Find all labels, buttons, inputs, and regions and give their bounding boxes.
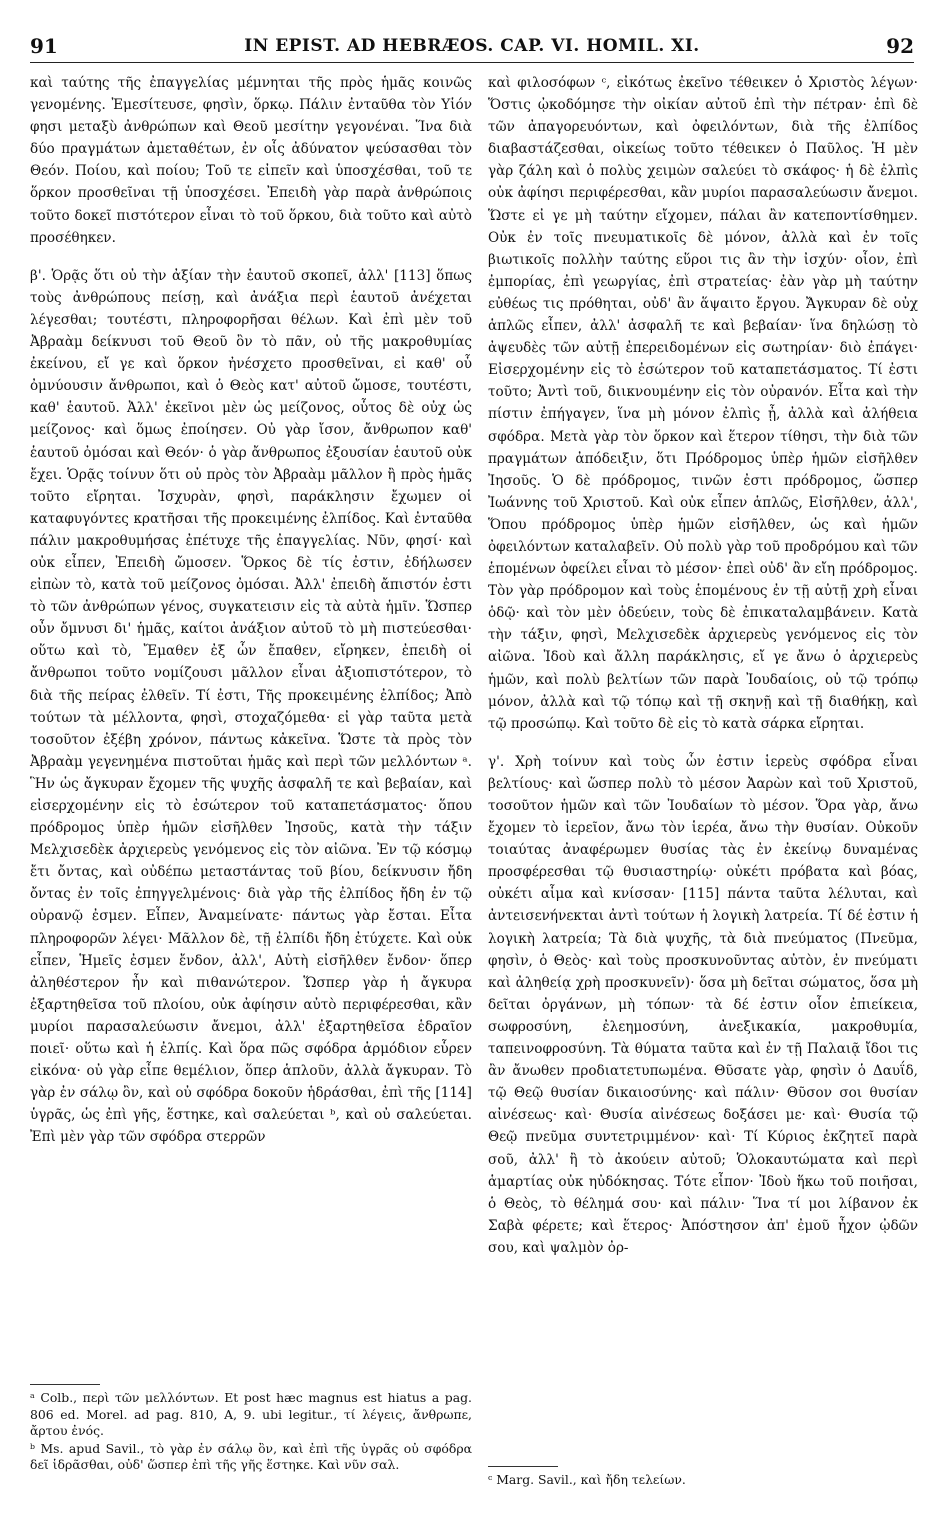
footnotes-right (488, 1472, 918, 1489)
right-paragraph-1: καὶ φιλοσόφων ᶜ, εἰκότως ἐκεῖνο τέθεικεν ὁ Χριστὸς λέγων· Ὅστις ᾠκοδόμησε τὴν οἰκίαν αὐτοῦ ἐπὶ τὴν πέτραν· ἐπὶ δὲ τῶν ἀπαγορευόντων, καὶ ὀφειλόντων, διὰ τῆς ἐλπίδος διαβαστάζεσθαι, οἰκείως τοῦτο τέθεικεν ὁ Παῦλος. Ἡ μὲν γὰρ ζάλη καὶ ὁ πολὺς χειμὼν σαλεύει τὸ σκάφος· ἡ δὲ ἐλπὶς οὐκ ἀφίησι περιφέρεσθαι, κἂν μυρίοι παρασαλεύωσιν ἄνεμοι. Ὥστε εἰ γε μὴ ταύτην εἴχομεν, πάλαι ἂν κατεποντίσθημεν. Οὐκ ἐν τοῖς πνευματικοῖς δὲ μόνον, ἀλλὰ καὶ ἐν τοῖς βιωτικοῖς πολλὴν ταύτης εὕροι τις ἂν τὴν ἰσχύν· οἷον, ἐπὶ ἐμπορίας, ἐπὶ γεωργίας, ἐπὶ στρατείας· ἐὰν γὰρ μὴ ταύτην εὐθέως τις πρόθηται, οὐδ' ἂν ἅψαιτο ἔργου. Ἄγκυραν δὲ οὐχ ἁπλῶς εἶπεν, ἀλλ' ἀσφαλῆ τε καὶ βεβαίαν· ἵνα δηλώσῃ τὸ ἀψευδὲς τῶν αὐτῇ ἐπερειδομένων εἰς σωτηρίαν· διὸ ἐπάγει· Εἰσερχομένην εἰς τὸ ἐσώτερον τοῦ καταπετάσματος. Τί ἐστι τοῦτο; Ἀντὶ τοῦ, διικνουμένην εἰς τὸν οὐρανόν. Εἶτα καὶ τὴν πίστιν ἐπήγαγεν, ἵνα μὴ μόνον ἐλπὶς ᾖ, ἀλλὰ καὶ ἀλήθεια σφόδρα. Μετὰ γὰρ τὸν ὅρκον καὶ ἕτερον τίθησι, τὴν διὰ τῶν πραγμάτων ἀπόδειξιν, ὅτι Πρόδρομος ὑπὲρ ἡμῶν εἰσῆλθεν Ἰησοῦς. Ὁ δὲ πρόδρομος, τινῶν ἐστι πρόδρομος, ὥσπερ Ἰωάννης τοῦ Χριστοῦ. Καὶ οὐκ εἶπεν ἁπλῶς, Εἰσῆλθεν, ἀλλ', Ὅπου πρόδρομος ὑπὲρ ἡμῶν εἰσῆλθεν, ὡς καὶ ἡμῶν ὀφειλόντων καταλαβεῖν. Οὐ πολὺ γὰρ τοῦ προδρόμου καὶ τῶν ἑπομένων ὀφείλει εἶναι τὸ μέσον· ἐπεὶ οὐδ' ἂν εἴη πρόδρομος. Τὸν γὰρ πρόδρομον καὶ τοὺς ἑπομένους ἐν τῇ αὐτῇ χρὴ εἶναι ὁδῷ· καὶ τὸν μὲν ὁδεύειν, τοὺς δὲ ἐπικαταλαμβάνειν. Κατὰ τὴν τάξιν, φησὶ, Μελχισεδὲκ ἀρχιερεὺς γενόμενος εἰς τὸν αἰῶνα. Ἰδοὺ καὶ ἄλλη παράκλησις, εἴ γε ἄνω ὁ ἀρχιερεὺς ἡμῶν, καὶ πολὺ βελτίων τῶν παρὰ Ἰουδαίοις, οὐ τῷ τρόπῳ μόνον, ἀλλὰ καὶ τῷ τόπῳ καὶ τῇ σκηνῇ καὶ τῇ διαθήκῃ, καὶ τῷ προσώπῳ. Καὶ τοῦτο δὲ εἰς τὸ κατὰ σάρκα εἴρηται. (488, 75, 918, 732)
footnote-a: ᵃ Colb., περὶ τῶν μελλόντων. Et post hæc magnus est hiatus a pag. 806 ed. Morel. ad pag. 810, A, 9. ubi legitur., τί λέγεις, ἄνθρωπε, ἄρτου ἐνός. (30, 1390, 472, 1438)
footnote-rule-right (488, 1466, 558, 1467)
left-paragraph-1: καὶ ταύτης τῆς ἐπαγγελίας μέμνηται τῆς πρὸς ἡμᾶς κοινῶς γενομένης. Ἐμεσίτευσε, φησὶν, ὅρκῳ. Πάλιν ἐνταῦθα τὸν Υἱόν φησι μεταξὺ ἀνθρώπων καὶ Θεοῦ μεσίτην γεγονέναι. Ἵνα διὰ δύο πραγμάτων ἀμεταθέτων, ἐν οἷς ἀδύνατον ψεύσασθαι τὸν Θεόν. Ποίου, καὶ ποίου; Τοῦ τε εἰπεῖν καὶ ὑποσχέσθαι, τοῦ τε ὅρκον προσθεῖναι τῇ ὑποσχέσει. Ἐπειδὴ γὰρ παρὰ ἀνθρώποις τοῦτο δοκεῖ πιστότερον εἶναι τὸ τοῦ ὅρκου, διὰ τοῦτο καὶ αὐτὸ προσέθηκεν. (30, 75, 472, 246)
right-column (488, 72, 918, 1259)
left-paragraph-2: β'. Ὁρᾷς ὅτι οὐ τὴν ἀξίαν τὴν ἑαυτοῦ σκοπεῖ, ἀλλ' [113] ὅπως τοὺς ἀνθρώπους πείσῃ, καὶ ἀνάξια περὶ ἑαυτοῦ ἀνέχεται λέγεσθαι; τουτέστι, πληροφορῆσαι θέλων. Καὶ ἐπὶ μὲν τοῦ Ἀβραὰμ δείκνυσι τοῦ Θεοῦ ὂν τὸ πᾶν, οὐ τῆς μακροθυμίας ἐκείνου, εἴ γε καὶ ὅρκον ἠνέσχετο προσθεῖναι, εἰ καθ' οὗ ὀμνύουσιν ἄνθρωποι, καὶ ὁ Θεὸς κατ' αὐτοῦ ὤμοσε, τουτέστι, καθ' ἑαυτοῦ. Ἀλλ' ἐκεῖνοι μὲν ὡς μείζονος, οὗτος δὲ οὐχ ὡς μείζονος· καὶ ὅμως ἐποίησεν. Οὐ γὰρ ἴσον, ἄνθρωπον καθ' ἑαυτοῦ ὀμόσαι καὶ Θεόν· ὁ γὰρ ἄνθρωπος ἐξουσίαν ἑαυτοῦ οὐκ ἔχει. Ὁρᾷς τοίνυν ὅτι οὐ πρὸς τὸν Ἀβραὰμ μᾶλλον ἢ πρὸς ἡμᾶς τοῦτο εἴρηται. Ἰσχυρὰν, φησὶ, παράκλησιν ἔχωμεν οἱ καταφυγόντες κρατῆσαι τῆς προκειμένης ἐλπίδος. Καὶ ἐνταῦθα πάλιν μακροθυμήσας ἐπέτυχε τῆς ἐπαγγελίας. Νῦν, φησί· καὶ οὐκ εἶπεν, Ἐπειδὴ ὤμοσεν. Ὅρκος δὲ τίς ἐστιν, ἐδήλωσεν εἰπὼν τὸ, κατὰ τοῦ μείζονος ὀμόσαι. Ἀλλ' ἐπειδὴ ἄπιστόν ἐστι τὸ τῶν ἀνθρώπων γένος, συγκατεισιν εἰς τὰ αὐτὰ ἡμῖν. Ὥσπερ οὖν ὄμνυσι δι' ἡμᾶς, καίτοι ἀνάξιον αὐτοῦ τὸ μὴ πιστεύεσθαι· οὕτω καὶ τὸ, Ἔμαθεν ἐξ ὧν ἔπαθεν, εἴρηκεν, ἐπειδὴ οἱ ἄνθρωποι τοῦτο νομίζουσι μᾶλλον εἶναι ἀξιοπιστότερον, τὸ διὰ τῆς πείρας ἐλθεῖν. Τί ἐστι, Τῆς προκειμένης ἐλπίδος; Ἀπὸ τούτων τὰ μέλλοντα, φησὶ, στοχαζόμεθα· εἰ γὰρ ταῦτα μετὰ τοσοῦτον ἐξέβη χρόνον, πάντως κἀκεῖνα. Ὥστε τὰ πρὸς τὸν Ἀβραὰμ γεγενημένα πιστοῦται ἡμᾶς καὶ περὶ τῶν μελλόντων ᵃ. Ἣν ὡς ἄγκυραν ἔχομεν τῆς ψυχῆς ἀσφαλῆ τε καὶ βεβαίαν, καὶ εἰσερχομένην εἰς τὸ ἐσώτερον τοῦ καταπετάσματος· ὅπου πρόδρομος ὑπὲρ ἡμῶν εἰσῆλθεν Ἰησοῦς, κατὰ τὴν τάξιν Μελχισεδὲκ ἀρχιερεὺς γενόμενος εἰς τὸν αἰῶνα. Ἐν τῷ κόσμῳ ἔτι ὄντας, καὶ οὐδέπω μεταστάντας τοῦ βίου, δείκνυσιν ἤδη ὄντας ἐν τοῖς ἐπηγγελμένοις· διὰ γὰρ τῆς ἐλπίδος ἤδη ἐν τῷ οὐρανῷ ἐσμεν. Εἶπεν, Ἀναμείνατε· πάντως γὰρ ἔσται. Εἶτα πληροφορῶν λέγει· Μᾶλλον δὲ, τῇ ἐλπίδι ἤδη ἐτύχετε. Καὶ οὐκ εἶπεν, Ἡμεῖς ἐσμεν ἔνδον, ἀλλ', Αὐτὴ εἰσῆλθεν ἔνδον· ὅπερ ἀληθέστερον ἦν καὶ πιθανώτερον. Ὥσπερ γὰρ ἡ ἄγκυρα ἐξαρτηθεῖσα τοῦ πλοίου, οὐκ ἀφίησιν αὐτὸ περιφέρεσθαι, κἂν μυρίοι παρασαλεύωσιν ἄνεμοι, ἀλλ' ἐξαρτηθεῖσα ἑδραῖον ποιεῖ· οὕτω καὶ ἡ ἐλπίς. Καὶ ὅρα πῶς σφόδρα ἁρμόδιον εὗρεν εἰκόνα· οὐ γὰρ εἶπε θεμέλιον, ὅπερ ἁπλοῦν, ἀλλὰ ἄγκυραν. Τὸ γὰρ ἐν σάλῳ ὂν, καὶ οὐ σφόδρα δοκοῦν ἡδράσθαι, ἐπὶ τῆς [114] ὑγρᾶς, ὡς ἐπὶ γῆς, ἕστηκε, καὶ σαλεύεται ᵇ, καὶ οὐ σαλεύεται. Ἐπὶ μὲν γὰρ τῶν σφόδρα στερρῶν (30, 267, 472, 1146)
page-number-left: 91 (30, 34, 58, 58)
running-title: IN EPIST. AD HEBRÆOS. CAP. VI. HOMIL. XI. (244, 36, 700, 56)
footnote-rule-left (30, 1384, 100, 1385)
right-paragraph-2: γ'. Χρὴ τοίνυν καὶ τοὺς ὧν ἐστιν ἱερεὺς σφόδρα εἶναι βελτίους· καὶ ὥσπερ πολὺ τὸ μέσον Ἀαρὼν καὶ τοῦ Χριστοῦ, τοσοῦτον ἡμῶν καὶ τῶν Ἰουδαίων τὸ μέσον. Ὅρα γὰρ, ἄνω ἔχομεν τὸ ἱερεῖον, ἄνω τὸν ἱερέα, ἄνω τὴν θυσίαν. Οὐκοῦν τοιαύτας ἀναφέρωμεν θυσίας τὰς ἐν ἐκείνῳ δυναμένας προσφέρεσθαι τῷ θυσιαστηρίῳ· οὐκέτι πρόβατα καὶ βόας, οὐκέτι αἷμα καὶ κνίσσαν· [115] πάντα ταῦτα λέλυται, καὶ ἀντεισενήνεκται ἀντὶ τούτων ἡ λογικὴ λατρεία. Τί δέ ἐστιν ἡ λογικὴ λατρεία; Τὰ διὰ ψυχῆς, τὰ διὰ πνεύματος (Πνεῦμα, φησὶν, ὁ Θεὸς· καὶ τοὺς προσκυνοῦντας αὐτὸν, ἐν πνεύματι καὶ ἀληθείᾳ χρὴ προσκυνεῖν)· ὅσα μὴ δεῖται σώματος, ὅσα μὴ δεῖται ὀργάνων, μὴ τόπων· τὰ δέ ἐστιν οἷον ἐπιείκεια, σωφροσύνη, ἐλεημοσύνη, ἀνεξικακία, μακροθυμία, ταπεινοφροσύνη. Τὰ θύματα ταῦτα καὶ ἐν τῇ Παλαιᾷ ἴδοι τις ἂν ἄνωθεν προδιατετυπωμένα. Θῦσατε γὰρ, φησὶν ὁ Δαυΐδ, τῷ Θεῷ θυσίαν δικαιοσύνης· καὶ πάλιν· Θῦσον σοι θυσίαν αἰνέσεως· καὶ· Θυσία αἰνέσεως δοξάσει με· καὶ· Θυσία τῷ Θεῷ πνεῦμα συντετριμμένον· καὶ· Τί Κύριος ἐκζητεῖ παρὰ σοῦ, ἀλλ' ἢ τὸ ἀκούειν αὐτοῦ; Ὁλοκαυτώματα καὶ περὶ ἁμαρτίας οὐκ ηὐδόκησας. Τότε εἶπον· Ἰδοὺ ἥκω τοῦ ποιῆσαι, ὁ Θεὸς, τὸ θέλημά σου· καὶ πάλιν· Ἵνα τί μοι λίβανον ἐκ Σαβὰ φέρετε; καὶ ἕτερος· Ἀπόστησον ἀπ' ἐμοῦ ἦχον ᾠδῶν σου, καὶ ψαλμὸν ὀρ- (488, 753, 918, 1256)
footnote-b: ᵇ Ms. apud Savil., τὸ γὰρ ἐν σάλῳ ὂν, καὶ ἐπὶ τῆς ὑγρᾶς οὐ σφόδρα δεῖ ἱδρᾶσθαι, οὐδ' ὥσπερ ἐπὶ τῆς γῆς ἕστηκε. Καὶ νῦν σαλ. (30, 1440, 472, 1472)
footnotes-left (30, 1390, 472, 1474)
footnote-c: ᶜ Marg. Savil., καὶ ἤδη τελείων. (488, 1472, 686, 1487)
left-column (30, 72, 472, 1149)
running-header (30, 30, 914, 63)
page-number-right: 92 (886, 34, 914, 58)
